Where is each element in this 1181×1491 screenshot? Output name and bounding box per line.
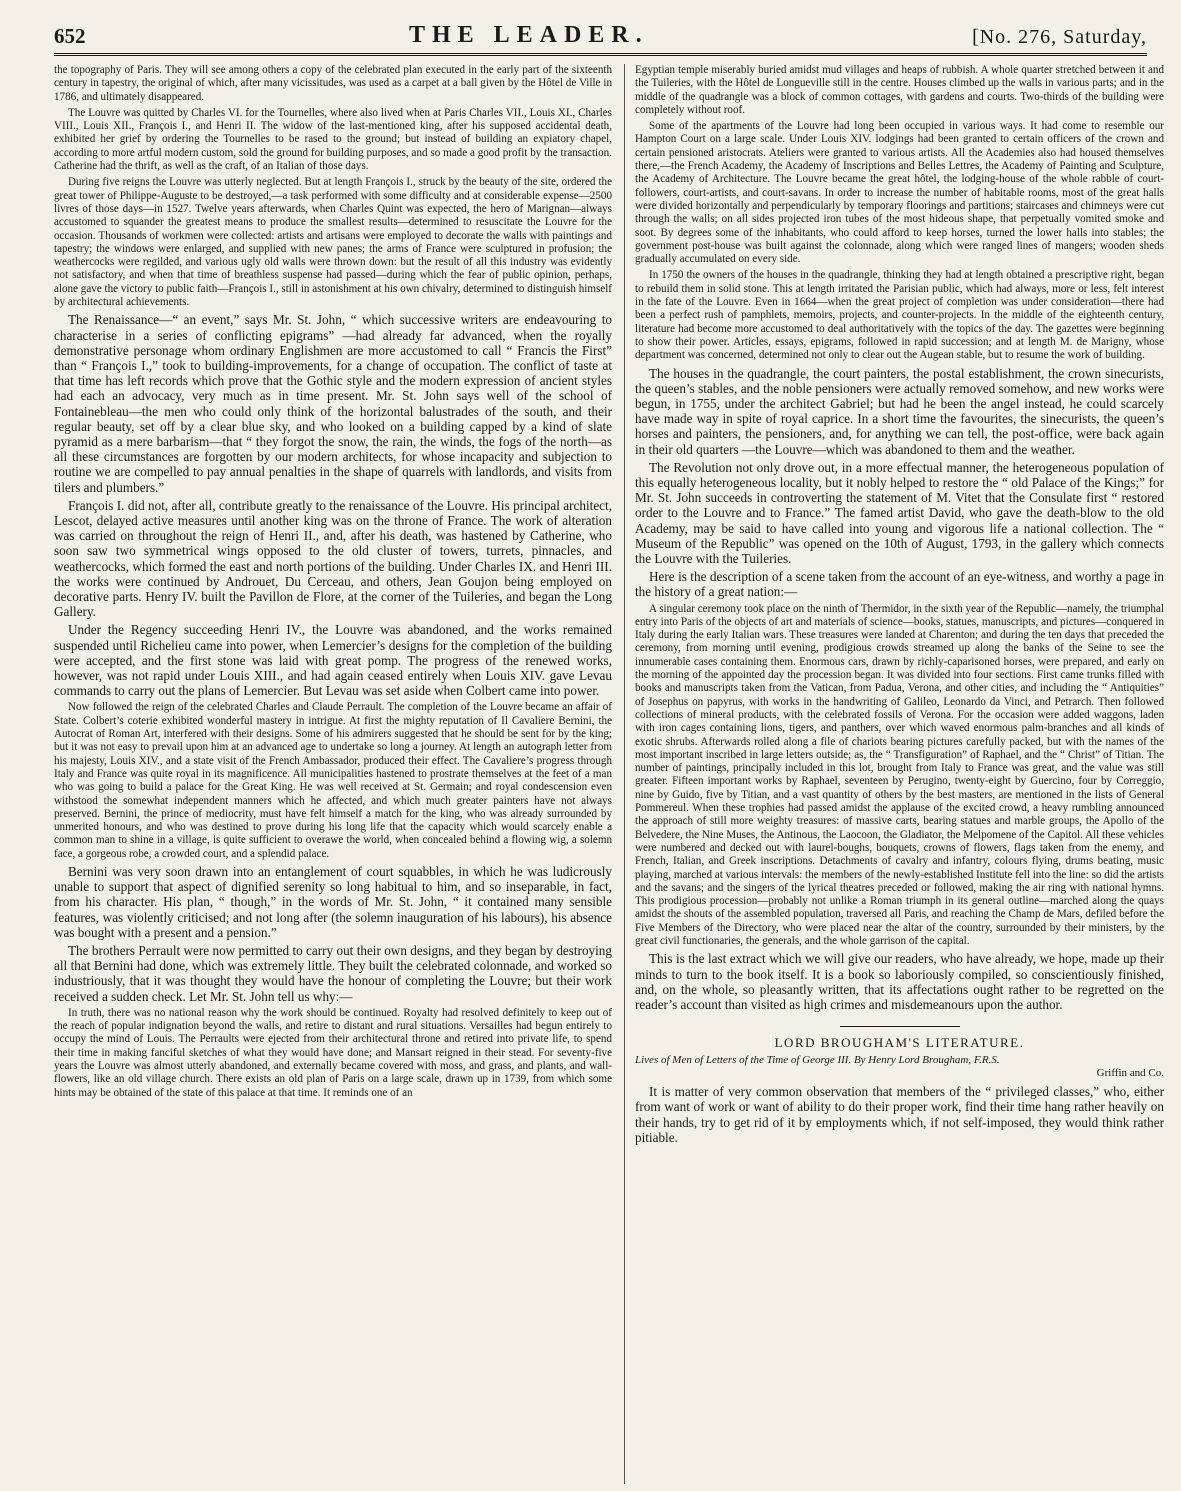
paragraph: the topography of Paris. They will see among others a copy of the celebrated plan executed in the early part of the sixteenth century in tapestry, the original of which, after many vicissitudes, was used as a carpet at a ball given by the Hôtel de Ville in 1786, and ultimately disappeared. [54,64,612,103]
review-title: LORD BROUGHAM'S LITERATURE. [774,1035,1025,1051]
article-columns [54,56,1164,1484]
paragraph: During five reigns the Louvre was utterly neglected. But at length François I., struck by the beauty of the site, ordered the great tower of Philippe-Auguste to be destroyed,—a task performed with some difficulty and at considerable expense—2500 livres of those days—in 1527. Twelve years afterwards, when Charles Quint was expected, the hero of Marignan—always accustomed to squander the greatest means to produce the smallest results—determined to resuscitate the Louvre for the occasion. Thousands of workmen were collected: artists and artisans were employed to decorate the walls with paintings and tapestry; the windows were enlarged, and supplied with new panes; the arms of France were sculptured in profusion; the weathercocks were regilded, and various ugly old walls were thrown down: but the result of all this industry was evidently not satisfactory, and when that time of breathless suspense had passed—during which the fear of public opinion, perhaps, alone gave the victory to public faith—François I., still in astonishment at his own chivalry, determined to distinguish himself by architectural achievements. [54,176,612,309]
review-publisher: Griffin and Co. [1096,1067,1164,1080]
page-number: 652 [54,24,86,48]
masthead [54,0,1147,56]
paragraph: The brothers Perrault were now permitted to carry out their own designs, and they began by destroying all that Bernini had done, which was extremely little. They built the celebrated colonnade, and worked so industriously, that it was thought they would have the honour of completing the Louvre; but their work received a sudden check. Let Mr. St. John tell us why:— [54,943,612,1004]
paragraph: The houses in the quadrangle, the court painters, the postal establishment, the crown sinecurists, the queen’s stables, and the noble pensioners were actually removed somehow, and new works were begun, in 1755, under the architect Gabriel; but had he been the angel instead, he could scarcely have made way in spite of royal caprice. In a short time the favourites, the sinecurists, the queen’s horses and painters, the pensioners, and, for anything we can tell, the post-office, were back again in their old quarters —the Louvre—which was abandoned to them and the weather. [635,365,1164,457]
paragraph: Now followed the reign of the celebrated Charles and Claude Perrault. The completion of the Louvre became an affair of State. Colbert’s coterie exhibited wonderful mastery in intrigue. At first the mighty reputation of Il Cavaliere Bernini, the Autocrat of Roman Art, interfered with their designs. Some of his admirers suggested that he should be sent for by the king; but it was not easy to prevail upon him at an advanced age to undertake so long a journey. At length an autograph letter from his majesty, Louis XIV., and a state visit of the French Ambassador, produced their effect. The Cavaliere’s progress through Italy and France was quite royal in its magnificence. All municipalities hastened to prostrate themselves at the feet of a man who was going to build a palace for the Great King. He was well received at St. Germain; and royal condescension even withstood the somewhat independent manners which he affected, and which much greater painters have not always preserved. Bernini, the prince of mediocrity, must have felt himself a match for the king, who was already surrounded by unmerited honours, and who was destined to prove during his long life that the capacity which would scarcely enable a common man to shine in a village, is quite sufficient to overawe the world, when concealed behind a flowing wig, a solemn face, a gorgeous robe, a crowded court, and a splendid palace. [54,701,612,860]
paragraph: The Revolution not only drove out, in a more effectual manner, the heterogeneous population of this equally heterogeneous locality, but it nobly helped to restore the “ old Palace of the Kings;” for Mr. St. John succeeds in controverting the statement of M. Vitet that the Consulate first “ restored order to the Louvre and to France.” The famed artist David, who gave the death-blow to the old Academy, may be said to have called into young and vigorous life a national collection. The “ Museum of the Republic” was opened on the 10th of August, 1793, in the gallery which connects the Louvre with the Tuileries. [635,459,1164,566]
right-column-body [635,64,1164,1012]
review-book-info: Lives of Men of Letters of the Time of George III. By Henry Lord Brougham, F.R.S. [635,1054,1000,1067]
left-column [54,64,612,1484]
paragraph: The Renaissance—“ an event,” says Mr. St. John, “ which successive writers are endeavouring to characterise in a series of conflicting epigrams” —had already far advanced, when the royally demonstrative personage whom ordinary Englishmen are more accustomed to call “ Francis the First” than “ François I.,” took to building-improvements, for a change of occupation. The conflict of taste at that time has left records which prove that the Gothic style and the modern expression of ancient styles had each an advocacy, very much as in time present. Mr. St. John says well of the school of Fontainebleau—the men who could only think of the horizontal balustrades of the south, and their regular beauty, set off by a clear blue sky, and who looked on a building capped by a kind of slate pyramid as a mere barbarism—that “ they forgot the snow, the rain, the winds, the fogs of the north—as all these circumstances are forgotten by our modern architects, for whose incapacity and subjection to routine we are compelled to pay annual penalties in the shape of quarrels with landlords, and visits from tilers and plumbers.” [54,312,612,495]
review-first-paragraph: It is matter of very common observation that members of the “ privileged classes,” who, either from want of work or want of ability to do their proper work, find their time hang rather heavily on their hands, try to get rid of it by employments which, if not self-imposed, they would think rather pitiable. [635,1084,1164,1145]
paragraph: In truth, there was no national reason why the work should be continued. Royalty had resolved definitely to keep out of the reach of popular indignation beyond the walls, and retire to distant and rural situations. Versailles had begun entirely to occupy the mind of Louis. The Perraults were ejected from their architectural throne and retired into private life, to spend their time in making fanciful sketches of what they would have done; and Mansart reigned in their stead. For seventy-five years the Louvre was almost utterly abandoned, and externally became covered with moss, and grass, and plants, and wall-flowers, like an old village church. There exists an old plan of Paris on a large scale, drawn up in 1739, from which some hints may be obtained of the state of this palace at that time. It reminds one of an [54,1006,612,1099]
paragraph: The Louvre was quitted by Charles VI. for the Tournelles, where also lived when at Paris Charles VII., Louis XI., Charles VIII., Louis XII., François I., and Henri II. The widow of the last-mentioned king, after his supposed accidental death, exhibited her grief by ordering the Tournelles to be rased to the ground; but instead of building an expiatory chapel, according to more artful modern custom, sold the ground for building purposes, and so made a good profit by the transaction. Catherine had the thrift, as well as the craft, of an Italian of those days. [54,106,612,173]
paragraph: This is the last extract which we will give our readers, who have already, we hope, made up their minds to turn to the book itself. It is a book so laboriously compiled, so conscientiously finished, and, on the whole, so pleasantly written, that its affectations ought rather to be regretted on the reader’s account than visited as high crimes and misdemeanours upon the author. [635,951,1164,1012]
paragraph: In 1750 the owners of the houses in the quadrangle, thinking they had at length obtained a prescriptive right, began to rebuild them in solid stone. This at length irritated the Parisian public, which had always, more or less, felt interest in the fate of the Louvre. Even in 1664—when the great project of completion was under consideration—there had been a perfect rush of pamphlets, memoirs, projects, and counter-projects. In the middle of the eighteenth century, literature had become more accustomed to deal authoritatively with the topics of the day. The gazettes were beginning to show their power. Articles, essays, epigrams, followed in rapid succession; and at length M. de Marigny, whose department was concerned, determined not only to clear out the Augean stable, but to resume the work of building. [635,269,1164,362]
section-divider [840,1026,960,1027]
right-column [624,64,1164,1484]
paragraph: A singular ceremony took place on the ninth of Thermidor, in the sixth year of the Republic—namely, the triumphal entry into Paris of the objects of art and materials of science—books, statues, manuscripts, and pictures—conquered in Italy during the early Italian wars. These treasures were landed at Charenton; and during the ten days that preceded the ceremony, from morning until evening, prodigious crowds streamed up along the banks of the Seine to see the innumerable cases containing them. Enormous cars, drawn by richly-caparisoned horses, were prepared, and early on the morning of the appointed day the procession began. It was divided into four sections. First came trunks filled with books and manuscripts taken from the Vatican, from Padua, Verona, and other cities, and including the “ Antiquities” of Josephus on papyrus, with works in the handwriting of Galileo, Leonardo da Vinci, and Petrarch. Then followed collections of mineral products, with the celebrated fossils of Verona. For the occasion were added waggons, laden with iron cages containing lions, tigers, and panthers, over which waved enormous palm-branches and all kinds of exotic shrubs. Afterwards rolled along a file of chariots bearing pictures carefully packed, but with the names of the most important inscribed in large letters outside; as, the “ Transfiguration” of Raphael, and the “ Christ” of Titian. The number of paintings, principally included in this lot, brought from Italy to France was great, and the value was still greater. Fifteen important works by Raphael, seventeen by Perugino, twenty-eight by Guercino, four by Correggio, nine by Guido, five by Titian, and a vast quantity of others by the best masters, are mentioned in the lists of General Pommereul. When these trophies had passed amidst the applause of the excited crowd, a heavy rumbling announced the approach of still more weighty treasures: of massive carts, bearing statues and marble groups, the Apollo of the Belvedere, the Nine Muses, the Antinous, the Laocoon, the Gladiator, the Melpomene of the Capitol. All these vehicles were numbered and decked out with laurel-boughs, bouquets, crowns of flowers, flags taken from the enemy, and French, Italian, and Greek inscriptions. Detachments of cavalry and infantry, colours flying, drums beating, music playing, marched at various intervals: the members of the newly-established Institute fell into the line: so did the artists and the savans; and the singers of the lyrical theatres preceded or followed, making the air ring with national hymns. This prodigious procession—probably not unlike a Roman triumph in its general outline—marched along the quays amidst the shouts of the assembled population, traversed all Paris, and reaching the Champ de Mars, defiled before the Five Members of the Directory, who were placed near the altar of the country, surrounded by their ministers, by the great civil functionaries, the generals, and the whole garrison of the capital. [635,602,1164,947]
issue-info: [No. 276, Saturday, [972,26,1147,48]
paragraph: François I. did not, after all, contribute greatly to the renaissance of the Louvre. His principal architect, Lescot, delayed active measures until another king was on the throne of France. The work of alteration was carried on throughout the reign of Henri II., and, after his death, was hastened by Catherine, who soon saw two symmetrical wings opposed to the old cluster of towers, turrets, pinnacles, and weathercocks, which formed the east and north portions of the building. Under Charles IX. and Henri III. the works were continued by Androuet, Du Cerceau, and others, Jean Goujon being employed on decorative parts. Henry IV. built the Pavillon de Flore, at the corner of the Tuileries, and began the Long Gallery. [54,497,612,620]
paragraph: Under the Regency succeeding Henri IV., the Louvre was abandoned, and the works remained suspended until Richelieu came into power, when Lemercier’s designs for the completion of the building were accepted, and the first stone was laid with great pomp. The progress of the renewed works, however, was not rapid under Louis XIII., and had again ceased entirely when Louis XIV. gave Levau commands to carry out the plans of Lemercier. But Levau was set aside when Colbert came into power. [54,622,612,699]
review-byline [635,1054,1164,1080]
paragraph: Bernini was very soon drawn into an entanglement of court squabbles, in which he was ludicrously unable to support that aspect of dignified serenity so long habitual to him, and so inseparable, in fact, from his character. His plan, “ though,” in the words of Mr. St. John, “ it contained many sensible features, was violently criticised; and not long after (the solemn inauguration of his labours), his absence was bought with a present and a pension.” [54,863,612,940]
newspaper-title: THE LEADER. [408,22,649,48]
paragraph: Here is the description of a scene taken from the account of an eye-witness, and worthy a page in the history of a great nation:— [635,569,1164,600]
paragraph: Egyptian temple miserably buried amidst mud villages and heaps of rubbish. A whole quarter stretched between it and the Tuileries, with the Hôtel de Longueville still in the centre. Houses climbed up the walls in various parts; and in the middle of the quadrangle was a block of common cottages, with gardens and courts. Two-thirds of the building were completely without roof. [635,64,1164,116]
paragraph: Some of the apartments of the Louvre had long been occupied in various ways. It had come to resemble our Hampton Court on a large scale. Under Louis XIV. lodgings had been granted to certain officers of the crown and certain pensioned aristocrats. Ateliers were granted to various artists. All the Academies also had housed themselves there,—the French Academy, the Academy of Inscriptions and Belles Lettres, the Academy of Painting and Sculpture, the Academy of Architecture. The Louvre became the great hôtel, the lodging-house of the whole rabble of court-followers, court-artists, and court-savans. In order to increase the number of habitable rooms, most of the great halls were divided horizontally and perpendicularly by temporary floorings and partitions; staircases and chimneys were cut through the walls; on all sides projected iron tubes of the most hideous shape, that perpetually vomited smoke and soot. By degrees some of the inhabitants, who could afford to keep horses, turned the lower halls into stables; the government post-house was built against the colonnade, along which were ranged lines of mangers; wooden sheds gradually accumulated on every side. [635,120,1164,266]
